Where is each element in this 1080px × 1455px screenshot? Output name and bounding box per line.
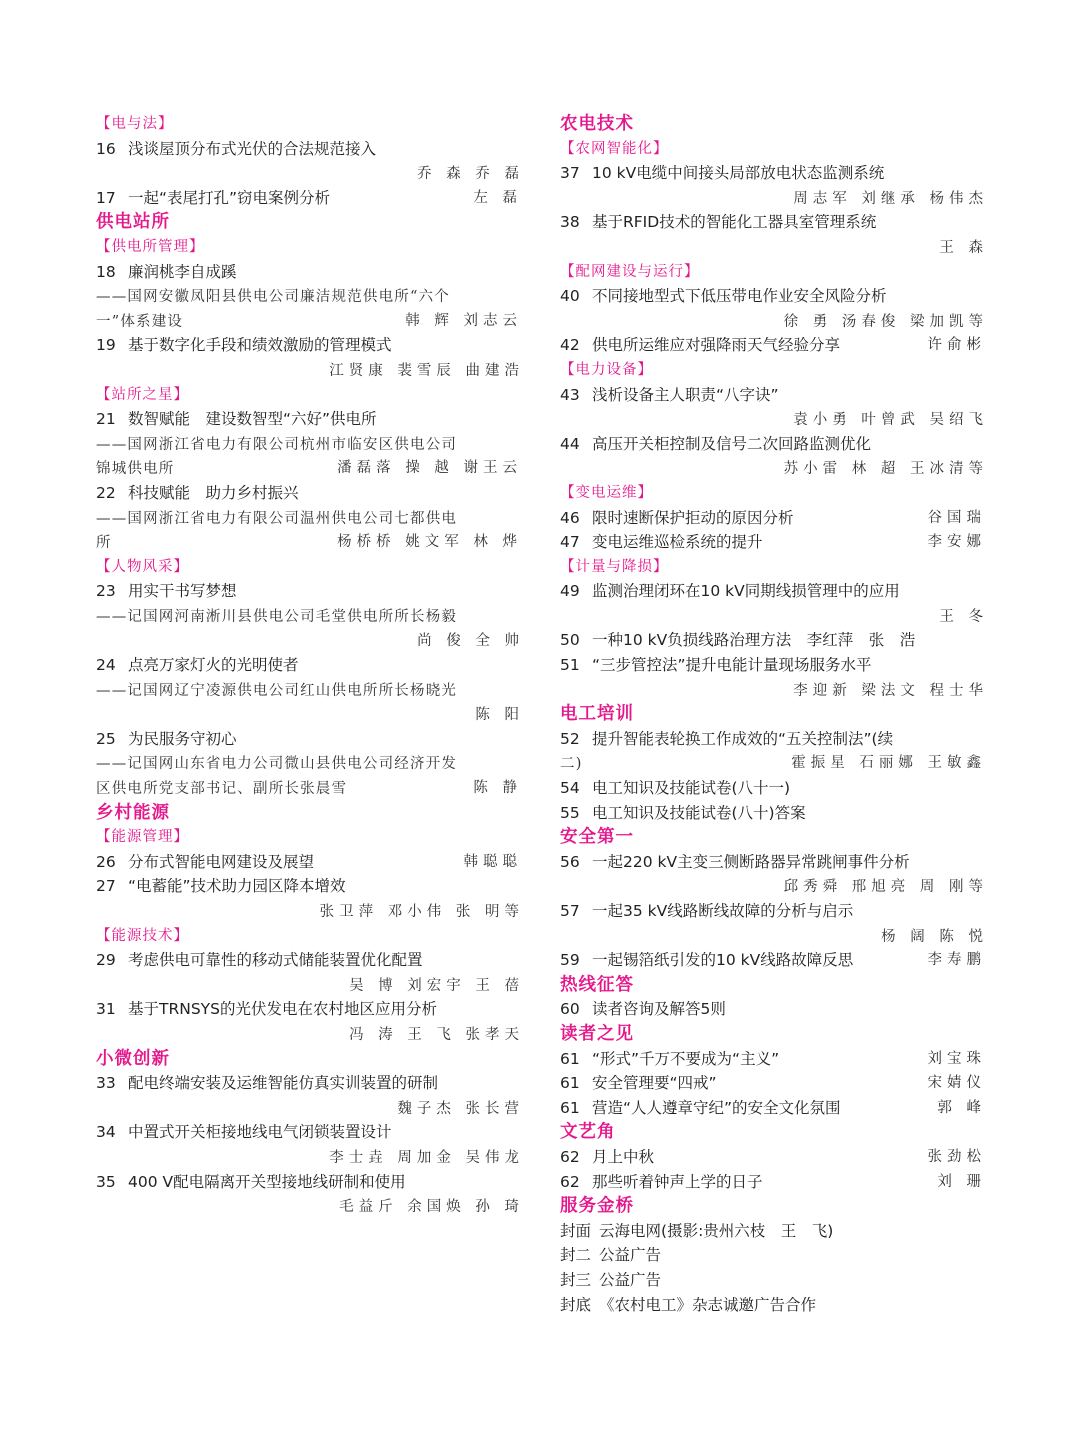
article-author: 周志军 刘继承 杨伟杰 <box>793 190 988 207</box>
article-author: 陈 静 <box>473 780 522 797</box>
article-subtitle: 所 <box>96 535 112 552</box>
article-title: 提升智能表轮换工作成效的“五关控制法”(续 <box>592 729 894 748</box>
page-number: 封二 <box>560 1246 592 1265</box>
toc-entry <box>560 653 988 678</box>
author-line <box>560 456 988 481</box>
article-author: 苏小雷 林 超 王冰清等 <box>783 461 988 478</box>
section-heading: 供电站所 <box>96 212 170 233</box>
toc-entry <box>560 1219 988 1244</box>
article-author: 王 森 <box>939 239 988 256</box>
toc-entry <box>560 1293 988 1318</box>
page-number: 21 <box>96 410 116 429</box>
article-subtitle: 区供电所党支部书记、副所长张晨雪 <box>96 781 348 798</box>
subsection-heading: 【供电所管理】 <box>96 238 205 255</box>
toc-entry <box>560 948 988 973</box>
section-heading: 文艺角 <box>560 1122 616 1143</box>
article-author: 张劲松 <box>927 1148 986 1165</box>
article-title: 营造“人人遵章守纪”的安全文化氛围 <box>592 1098 841 1117</box>
article-subtitle: 锦城供电所 <box>96 461 175 478</box>
page-number: 24 <box>96 656 116 675</box>
article-author: 乔 森 乔 磊 <box>417 166 524 183</box>
article-author: 李安娜 <box>927 534 986 551</box>
author-line <box>560 309 988 334</box>
article-author: 王 冬 <box>939 608 988 625</box>
toc-entry <box>560 1145 988 1170</box>
article-author: 刘 珊 <box>937 1173 986 1190</box>
article-title: 电工知识及技能试卷(八十)答案 <box>592 803 806 822</box>
article-author: 李迎新 梁法文 程士华 <box>793 682 988 699</box>
toc-entry <box>96 997 524 1022</box>
toc-entry <box>560 1096 988 1121</box>
toc-left-column <box>96 112 524 1219</box>
article-author: 左 磊 <box>473 189 522 206</box>
article-author: 李寿鹏 <box>927 952 986 969</box>
toc-entry <box>96 727 524 752</box>
toc-entry <box>560 727 988 752</box>
page-number: 57 <box>560 902 580 920</box>
article-title: 一种10 kV负损线路治理方法 李红萍 张 浩 <box>592 631 916 650</box>
page-number: 49 <box>560 582 580 601</box>
page-number: 43 <box>560 385 580 404</box>
toc-entry <box>560 1268 988 1293</box>
author-line <box>96 1022 524 1047</box>
toc-entry <box>96 874 524 899</box>
author-line <box>96 161 524 186</box>
article-subtitle: 二) <box>560 756 583 773</box>
article-author: 杨桥桥 姚文军 林 烨 <box>337 534 522 551</box>
article-author: 尚 俊 全 帅 <box>417 633 524 650</box>
toc-entry <box>96 653 524 678</box>
article-title: 400 V配电隔离开关型接地线研制和使用 <box>128 1172 406 1191</box>
article-author: 邱秀舜 邢旭亮 周 刚等 <box>783 879 988 896</box>
toc-entry <box>560 1047 988 1072</box>
article-title: 供电所运维应对强降雨天气经验分享 <box>592 336 841 355</box>
toc-entry <box>96 1120 524 1145</box>
author-line <box>560 235 988 260</box>
article-author: 潘磊落 操 越 谢王云 <box>337 460 522 477</box>
page-number: 38 <box>560 213 580 232</box>
page-number: 34 <box>96 1123 116 1142</box>
author-line <box>96 899 524 924</box>
article-author: 徐 勇 汤春俊 梁加凯等 <box>783 313 988 330</box>
article-title: 高压开关柜控制及信号二次回路监测优化 <box>592 434 872 453</box>
section-heading: 电工培训 <box>560 704 634 725</box>
article-title: “电蓄能”技术助力园区降本增效 <box>128 877 346 896</box>
page-number: 55 <box>560 803 580 822</box>
page-number: 52 <box>560 729 580 748</box>
article-title: “三步管控法”提升电能计量现场服务水平 <box>592 656 872 675</box>
author-line <box>96 1194 524 1219</box>
author-line <box>96 702 524 727</box>
toc-entry <box>560 530 988 555</box>
article-author: 杨 阔 陈 悦 <box>881 928 988 945</box>
toc-entry <box>96 850 524 875</box>
title-continuation <box>96 284 524 309</box>
article-author: 李士垚 周加金 吴伟龙 <box>329 1149 524 1166</box>
article-title: 数智赋能 建设数智型“六好”供电所 <box>128 410 377 429</box>
article-subtitle: ——记国网河南淅川县供电公司毛堂供电所所长杨毅 <box>96 608 458 625</box>
page-number: 18 <box>96 262 116 281</box>
subsection-heading: 【变电运维】 <box>560 484 653 501</box>
article-title: 中置式开关柜接地线电气闭锁装置设计 <box>128 1123 392 1142</box>
page-number: 61 <box>560 1098 580 1117</box>
article-author: 陈 阳 <box>475 707 524 724</box>
author-line <box>560 186 988 211</box>
author-line <box>560 678 988 703</box>
page-number: 46 <box>560 508 580 527</box>
toc-entry <box>560 284 988 309</box>
toc-entry <box>96 333 524 358</box>
subsection-heading: 【配网建设与运行】 <box>560 263 700 280</box>
page-number: 62 <box>560 1172 580 1191</box>
article-title: 用实干书写梦想 <box>128 582 237 601</box>
subsection-heading: 【农网智能化】 <box>560 140 669 157</box>
article-subtitle: ——国网安徽凤阳县供电公司廉洁规范供电所“六个 <box>96 289 451 306</box>
article-title: 《农村电工》杂志诚邀广告合作 <box>599 1295 817 1314</box>
toc-entry <box>560 776 988 801</box>
subsection-heading: 【电与法】 <box>96 116 174 132</box>
toc-entry <box>560 1071 988 1096</box>
title-continuation <box>96 776 524 801</box>
article-title: 基于TRNSYS的光伏发电在农村地区应用分析 <box>128 1000 437 1019</box>
article-author: 魏子杰 张长营 <box>397 1100 524 1117</box>
article-title: 为民服务守初心 <box>128 729 237 748</box>
title-continuation <box>96 309 524 334</box>
author-line <box>560 874 988 899</box>
page-number: 17 <box>96 188 116 207</box>
page-number: 29 <box>96 951 116 970</box>
article-title: 浅谈屋顶分布式光伏的合法规范接入 <box>128 139 377 158</box>
article-author: 吴 博 刘宏宇 王 蓓 <box>349 977 524 994</box>
page-number: 23 <box>96 582 116 601</box>
page-number: 54 <box>560 779 580 798</box>
article-title: 公益广告 <box>599 1246 662 1265</box>
page-number: 封三 <box>560 1270 592 1289</box>
page-number: 31 <box>96 1000 116 1019</box>
article-title: 点亮万家灯火的光明使者 <box>128 656 299 675</box>
page-number: 50 <box>560 631 580 650</box>
article-title: 电工知识及技能试卷(八十一) <box>592 779 791 798</box>
subsection-heading: 【能源技术】 <box>96 927 189 944</box>
page-number: 61 <box>560 1074 580 1093</box>
author-line <box>96 973 524 998</box>
toc-entry <box>560 432 988 457</box>
article-title: 科技赋能 助力乡村振兴 <box>128 483 299 502</box>
page-number: 62 <box>560 1147 580 1166</box>
article-author: 宋婧仪 <box>927 1075 986 1092</box>
page-number: 33 <box>96 1074 116 1093</box>
page-number: 35 <box>96 1172 116 1191</box>
article-subtitle: 一”体系建设 <box>96 313 184 330</box>
article-subtitle: ——记国网辽宁凌源供电公司红山供电所所长杨晓光 <box>96 682 458 699</box>
page-number: 26 <box>96 852 116 871</box>
article-title: 限时速断保护拒动的原因分析 <box>592 508 794 527</box>
page-number: 19 <box>96 336 116 355</box>
section-heading: 农电技术 <box>560 114 634 134</box>
article-title: 基于RFID技术的智能化工器具室管理系统 <box>592 213 877 232</box>
section-heading: 安全第一 <box>560 827 634 848</box>
toc-entry <box>560 1243 988 1268</box>
article-author: 刘宝珠 <box>927 1050 986 1067</box>
subsection-heading: 【人物风采】 <box>96 558 189 575</box>
article-title: 不同接地型式下低压带电作业安全风险分析 <box>592 287 887 306</box>
subsection-heading: 【计量与降损】 <box>560 558 669 575</box>
section-heading: 热线征答 <box>560 974 634 995</box>
author-line <box>560 407 988 432</box>
article-author: 冯 涛 王 飞 张孝天 <box>349 1026 524 1043</box>
article-title: 基于数字化手段和绩效激励的管理模式 <box>128 336 392 355</box>
toc-entry <box>96 1170 524 1195</box>
page-number: 56 <box>560 852 580 871</box>
page-number: 47 <box>560 533 580 552</box>
article-title: 廉润桃李自成蹊 <box>128 262 237 281</box>
article-author: 毛益斤 余国焕 孙 琦 <box>339 1199 524 1216</box>
title-continuation <box>96 604 524 629</box>
article-title: 分布式智能电网建设及展望 <box>128 852 315 871</box>
article-title: 配电终端安装及运维智能仿真实训装置的研制 <box>128 1074 439 1093</box>
toc-entry <box>560 997 988 1022</box>
article-title: 读者咨询及解答5则 <box>592 1000 726 1019</box>
article-title: 云海电网(摄影:贵州六枝 王 飞) <box>599 1221 834 1240</box>
toc-entry <box>560 1170 988 1195</box>
toc-entry <box>96 186 524 211</box>
toc-entry <box>560 210 988 235</box>
author-line <box>96 358 524 383</box>
article-subtitle: ——记国网山东省电力公司微山县供电公司经济开发 <box>96 756 458 773</box>
page-number: 37 <box>560 164 580 183</box>
author-line <box>560 604 988 629</box>
article-title: 一起“表尾打孔”窃电案例分析 <box>128 188 331 207</box>
title-continuation <box>96 530 524 555</box>
title-continuation <box>96 506 524 531</box>
section-heading: 乡村能源 <box>96 802 170 823</box>
article-title: 变电运维巡检系统的提升 <box>592 533 763 552</box>
article-title: 浅析设备主人职责“八字诀” <box>592 385 779 404</box>
author-line <box>96 628 524 653</box>
article-author: 张卫萍 邓小伟 张 明等 <box>319 904 524 920</box>
page-number: 25 <box>96 729 116 748</box>
article-author: 郭 峰 <box>937 1099 986 1116</box>
article-title: 一起锡箔纸引发的10 kV线路故障反思 <box>592 951 854 970</box>
toc-entry <box>560 161 988 186</box>
page-number: 封面 <box>560 1221 592 1240</box>
toc-entry <box>560 506 988 531</box>
title-continuation <box>96 456 524 481</box>
article-title: 公益广告 <box>599 1270 662 1289</box>
section-heading: 读者之见 <box>560 1023 634 1044</box>
article-title: “形式”千万不要成为“主义” <box>592 1049 780 1068</box>
page-number: 44 <box>560 434 580 453</box>
toc-entry <box>560 628 988 653</box>
subsection-heading: 【能源管理】 <box>96 829 189 846</box>
toc-entry <box>96 137 524 162</box>
toc-entry <box>560 383 988 408</box>
toc-entry <box>96 407 524 432</box>
page-number: 16 <box>96 139 116 158</box>
toc-entry <box>560 333 988 358</box>
page-number: 封底 <box>560 1295 592 1314</box>
toc-entry <box>96 948 524 973</box>
article-author: 谷国瑞 <box>927 509 986 526</box>
article-author: 韩 辉 刘志云 <box>405 312 522 329</box>
subsection-heading: 【电力设备】 <box>560 361 653 378</box>
toc-entry <box>560 899 988 924</box>
title-continuation <box>96 432 524 457</box>
toc-entry <box>96 481 524 506</box>
article-subtitle: ——国网浙江省电力有限公司杭州市临安区供电公司 <box>96 436 458 453</box>
article-author: 袁小勇 叶曾武 吴绍飞 <box>793 412 988 429</box>
article-author: 许俞彬 <box>927 337 986 354</box>
page-number: 27 <box>96 877 116 896</box>
toc-entry <box>96 1071 524 1096</box>
page-number: 59 <box>560 951 580 970</box>
toc-entry <box>96 260 524 285</box>
toc-entry <box>96 579 524 604</box>
toc-entry <box>560 801 988 826</box>
author-line <box>96 1096 524 1121</box>
article-title: 考虑供电可靠性的移动式储能装置优化配置 <box>128 951 423 970</box>
section-heading: 小微创新 <box>96 1048 170 1069</box>
page-number: 22 <box>96 483 116 502</box>
article-title: 月上中秋 <box>592 1147 655 1166</box>
title-continuation <box>560 751 988 776</box>
toc-entry <box>560 850 988 875</box>
page-number: 51 <box>560 656 580 675</box>
article-title: 10 kV电缆中间接头局部放电状态监测系统 <box>592 164 885 183</box>
article-subtitle: ——国网浙江省电力有限公司温州供电公司七都供电 <box>96 510 458 527</box>
page-number: 60 <box>560 1000 580 1019</box>
article-title: 一起220 kV主变三侧断路器异常跳闸事件分析 <box>592 852 910 871</box>
page-number: 40 <box>560 287 580 306</box>
title-continuation <box>96 751 524 776</box>
author-line <box>96 1145 524 1170</box>
toc-right-column <box>560 112 988 1317</box>
author-line <box>560 924 988 949</box>
subsection-heading: 【站所之星】 <box>96 386 189 403</box>
page-number: 61 <box>560 1049 580 1068</box>
article-title: 安全管理要“四戒” <box>592 1074 717 1093</box>
article-title: 一起35 kV线路断线故障的分析与启示 <box>592 902 854 920</box>
article-title: 那些听着钟声上学的日子 <box>592 1172 763 1191</box>
article-author: 霍振星 石丽娜 王敏鑫 <box>791 755 986 772</box>
title-continuation <box>96 678 524 703</box>
section-heading: 服务金桥 <box>560 1196 634 1217</box>
toc-entry <box>560 579 988 604</box>
article-author: 江贤康 裴雪辰 曲建浩 <box>329 362 524 379</box>
page-number: 42 <box>560 336 580 355</box>
article-title: 监测治理闭环在10 kV同期线损管理中的应用 <box>592 582 900 601</box>
article-author: 韩聪聪 <box>463 853 522 870</box>
